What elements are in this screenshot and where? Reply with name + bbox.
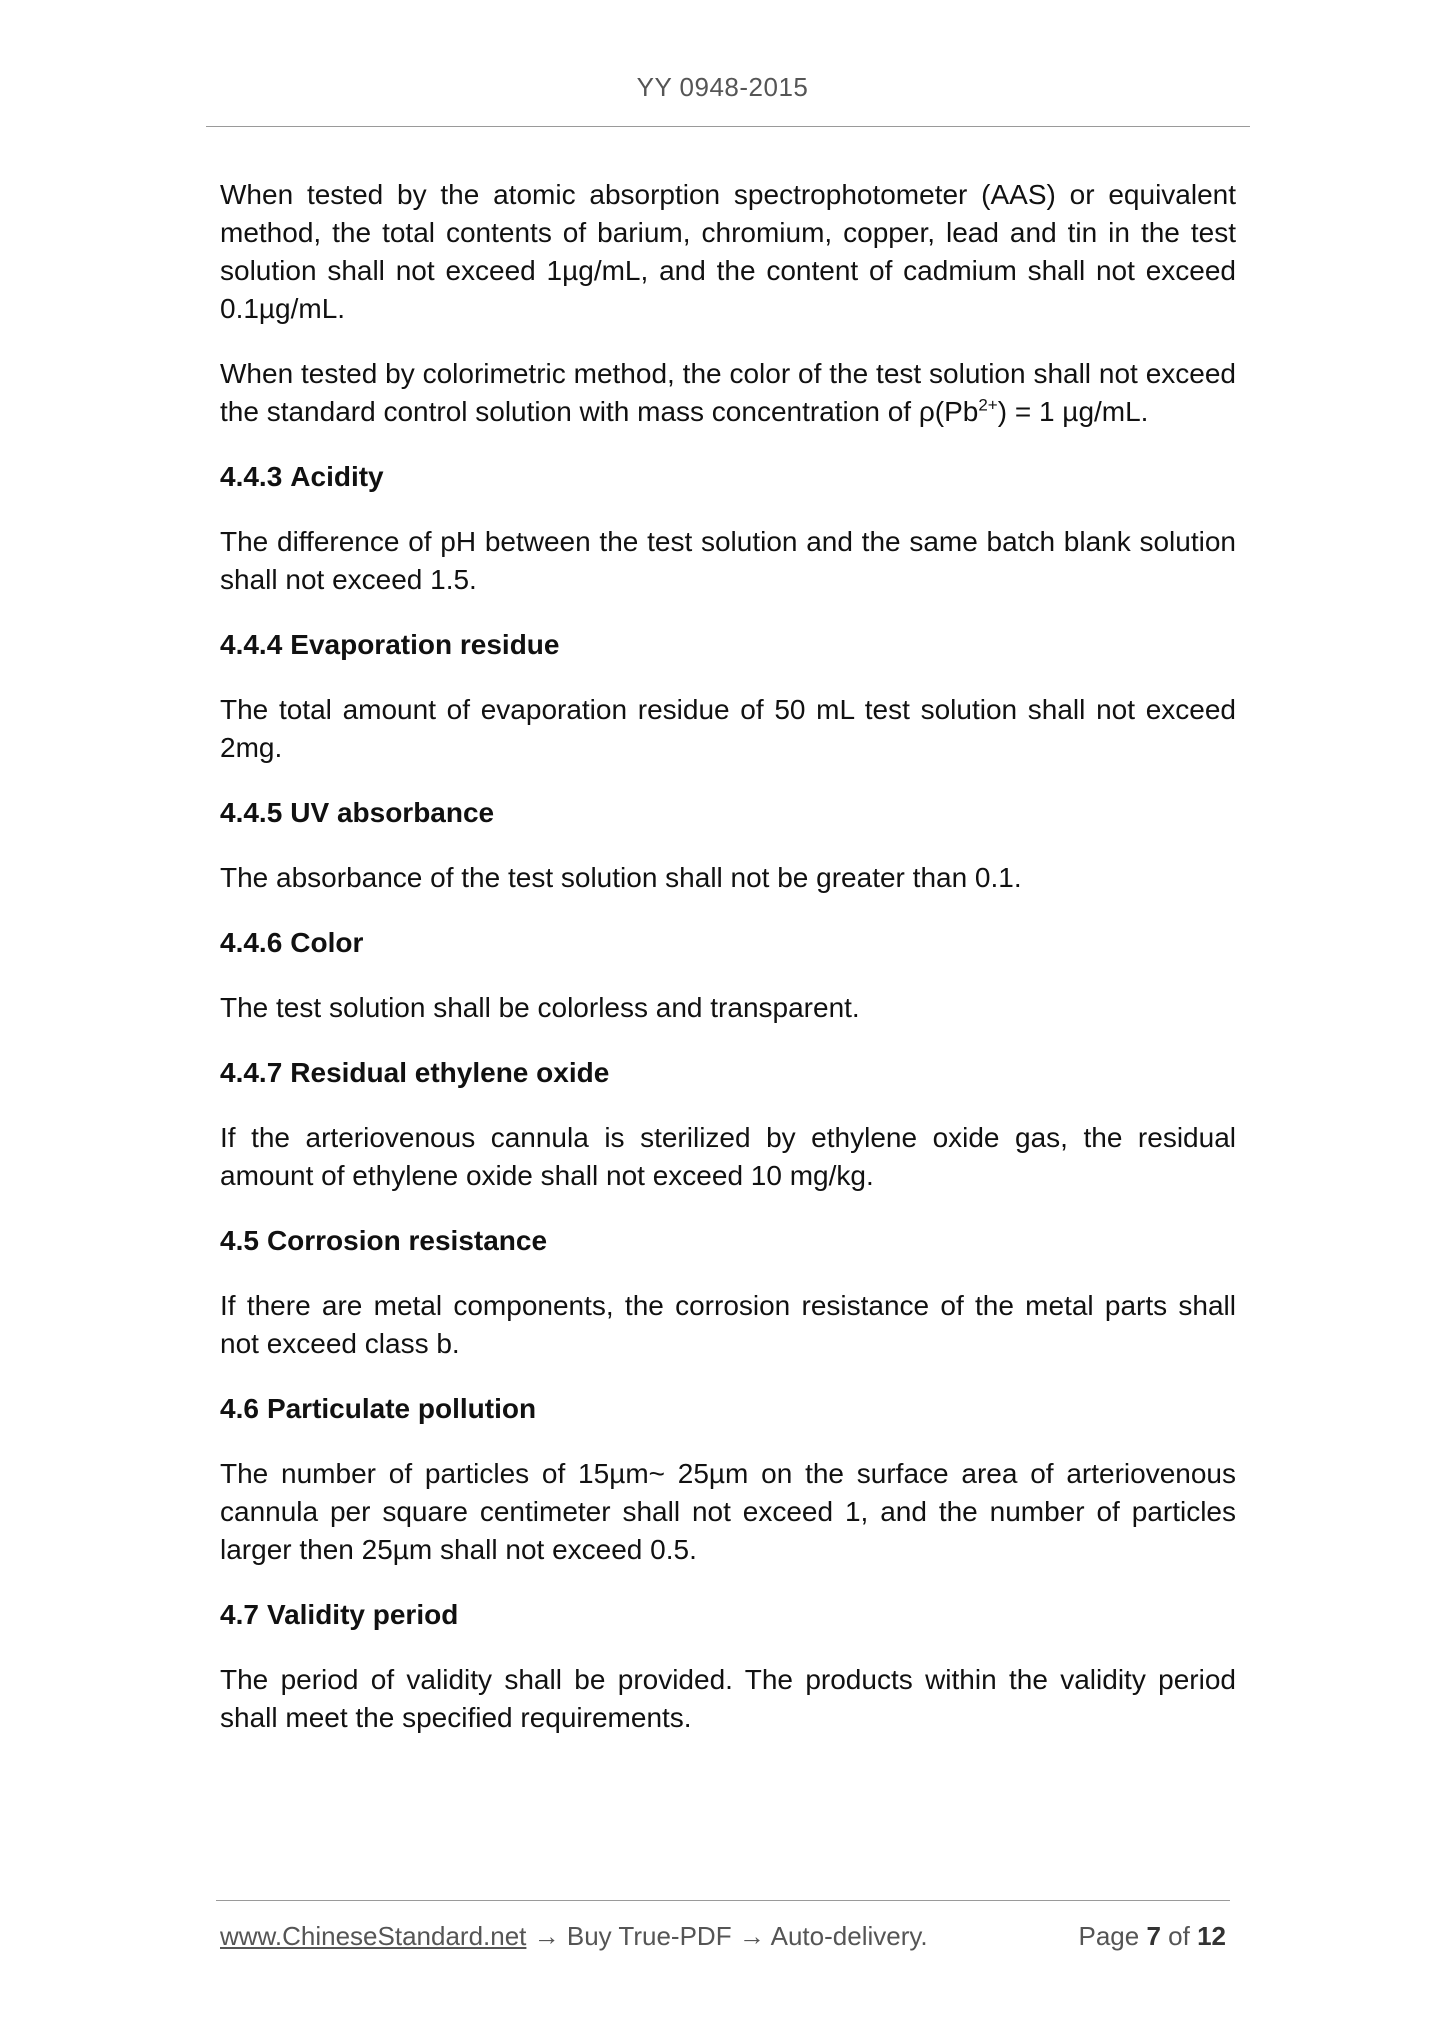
section-heading: [220, 626, 1236, 664]
page-label: Page: [1078, 1921, 1140, 1951]
section-evaporation-residue: [220, 626, 1236, 767]
section-title: Validity period: [266, 1599, 459, 1630]
buy-true-pdf-text: Buy True-PDF: [566, 1921, 732, 1951]
colorimetric-text-before: When tested by colorimetric method, the color of the test solution shall not exceed the standard control solution with mass concentration of ρ(Pb: [220, 358, 1236, 427]
section-number: 4.5: [220, 1225, 259, 1256]
current-page-number: 7: [1146, 1921, 1161, 1951]
section-text: The absorbance of the test solution shall not be greater than 0.1.: [220, 862, 1022, 893]
section-heading: [220, 458, 1236, 496]
aas-requirement-paragraph: When tested by the atomic absorption spectrophotometer (AAS) or equivalent method, the total contents of barium, chromium, copper, lead and tin in the test solution shall not exceed 1µg/mL, and the content of cadmium shall not exceed 0.1µg/mL.: [220, 179, 1236, 324]
auto-delivery-text: Auto-delivery.: [770, 1921, 928, 1951]
page-content: [220, 176, 1236, 1764]
section-heading: [220, 924, 1236, 962]
section-title: Residual ethylene oxide: [290, 1057, 610, 1088]
document-id-header: YY 0948-2015: [636, 72, 809, 102]
section-text: The total amount of evaporation residue of 50 mL test solution shall not exceed 2mg.: [220, 694, 1236, 763]
section-heading: [220, 794, 1236, 832]
section-particulate-pollution: [220, 1390, 1236, 1569]
section-number: 4.7: [220, 1599, 259, 1630]
section-text: The period of validity shall be provided. The products within the validity period shall meet the specified requirements.: [220, 1664, 1236, 1733]
footer-promo: [220, 1918, 928, 1954]
lead-ion-charge-superscript: 2+: [978, 395, 998, 415]
section-corrosion-resistance: [220, 1222, 1236, 1363]
colorimetric-requirement-paragraph: [220, 355, 1236, 431]
section-acidity: [220, 458, 1236, 599]
section-number: 4.4.4: [220, 629, 283, 660]
section-text: If there are metal components, the corrosion resistance of the metal parts shall not exceed class b.: [220, 1290, 1236, 1359]
section-color: [220, 924, 1236, 1027]
section-heading: [220, 1054, 1236, 1092]
colorimetric-text-after: ) = 1 µg/mL.: [997, 396, 1149, 427]
section-text: The test solution shall be colorless and transparent.: [220, 992, 860, 1023]
section-uv-absorbance: [220, 794, 1236, 897]
arrow-right-icon: →: [533, 1921, 560, 1951]
section-text: The number of particles of 15µm~ 25µm on the surface area of arteriovenous cannula per square centimeter shall not exceed 1, and the number of particles larger then 25µm shall not exceed 0.5.: [220, 1458, 1236, 1565]
page-number-indicator: [1078, 1918, 1226, 1954]
arrow-right-icon: →: [738, 1921, 765, 1951]
section-heading: [220, 1390, 1236, 1428]
section-title: UV absorbance: [290, 797, 495, 828]
website-link[interactable]: www.ChineseStandard.net: [220, 1921, 527, 1951]
section-number: 4.4.6: [220, 927, 283, 958]
section-title: Acidity: [290, 461, 384, 492]
section-heading: [220, 1596, 1236, 1634]
section-validity-period: [220, 1596, 1236, 1737]
section-title: Evaporation residue: [290, 629, 560, 660]
section-number: 4.4.7: [220, 1057, 283, 1088]
section-number: 4.4.3: [220, 461, 283, 492]
section-number: 4.6: [220, 1393, 259, 1424]
section-heading: [220, 1222, 1236, 1260]
section-text: If the arteriovenous cannula is sterilized by ethylene oxide gas, the residual amount of ethylene oxide shall not exceed 10 mg/kg.: [220, 1122, 1236, 1191]
of-label: of: [1168, 1921, 1190, 1951]
total-page-count: 12: [1197, 1921, 1226, 1951]
section-text: The difference of pH between the test solution and the same batch blank solution shall not exceed 1.5.: [220, 526, 1236, 595]
section-residual-ethylene-oxide: [220, 1054, 1236, 1195]
section-title: Color: [290, 927, 364, 958]
section-title: Particulate pollution: [266, 1393, 537, 1424]
section-title: Corrosion resistance: [266, 1225, 548, 1256]
section-number: 4.4.5: [220, 797, 283, 828]
footer-divider: [216, 1900, 1230, 1901]
header-divider: [206, 126, 1250, 127]
